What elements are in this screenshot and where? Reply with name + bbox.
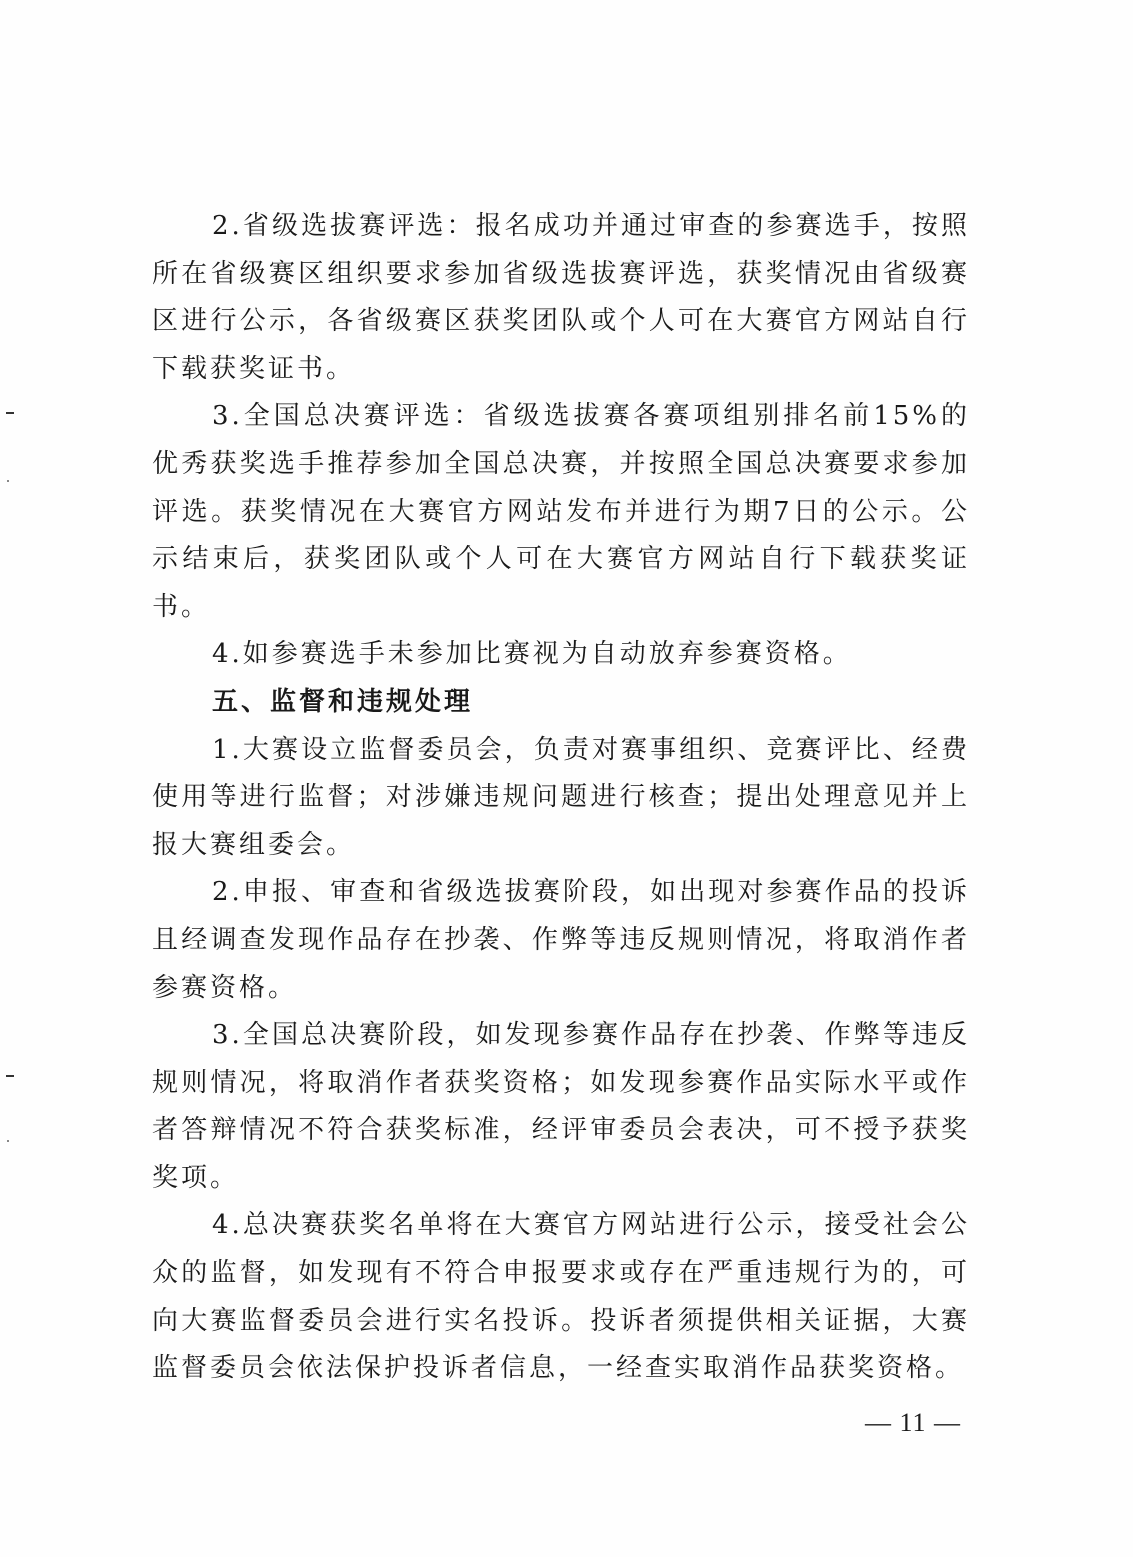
paragraph-forfeit: 4.如参赛选手未参加比赛视为自动放弃参赛资格。 <box>212 639 852 670</box>
paragraph-review-stage-violation: 2.申报、审查和省级选拔赛阶段，如出现对参赛作品的投诉且经调查发现作品存在抄袭、作弊等违反规则情况，将取消作者参赛资格。 <box>152 877 970 1003</box>
paragraph-final-stage-violation: 3.全国总决赛阶段，如发现参赛作品存在抄袭、作弊等违反规则情况，将取消作者获奖资格；如发现参赛作品实际水平或作者答辩情况不符合获奖标准，经评审委员会表决，可不授予获奖奖项。 <box>152 1020 970 1193</box>
document-body <box>152 203 970 1393</box>
paragraph-public-complaint: 4.总决赛获奖名单将在大赛官方网站进行公示，接受社会公众的监督，如发现有不符合申报要求或存在严重违规行为的，可向大赛监督委员会进行实名投诉。投诉者须提供相关证据，大赛监督委员会依法保护投诉者信息，一经查实取消作品获奖资格。 <box>152 1210 970 1384</box>
scan-margin-mark <box>6 1075 14 1077</box>
paragraph-provincial-selection: 2.省级选拔赛评选：报名成功并通过审查的参赛选手，按照所在省级赛区组织要求参加省级选拔赛评选，获奖情况由省级赛区进行公示，各省级赛区获奖团队或个人可在大赛官方网站自行下载获奖证书。 <box>152 211 970 384</box>
scan-margin-dot <box>7 480 9 482</box>
paragraph-supervision-committee: 1.大赛设立监督委员会，负责对赛事组织、竞赛评比、经费使用等进行监督；对涉嫌违规问题进行核查；提出处理意见并上报大赛组委会。 <box>152 734 970 860</box>
section-heading-supervision: 五、监督和违规处理 <box>212 686 474 717</box>
scan-margin-mark <box>6 412 14 414</box>
scan-margin-dot <box>7 1140 9 1142</box>
page-number: — 11 — <box>864 1408 961 1437</box>
paragraph-national-final: 3.全国总决赛评选：省级选拔赛各赛项组别排名前15%的优秀获奖选手推荐参加全国总决赛，并按照全国总决赛要求参加评选。获奖情况在大赛官方网站发布并进行为期7日的公示。公示结束后，获奖团队或个人可在大赛官方网站自行下载获奖证书。 <box>152 401 970 622</box>
